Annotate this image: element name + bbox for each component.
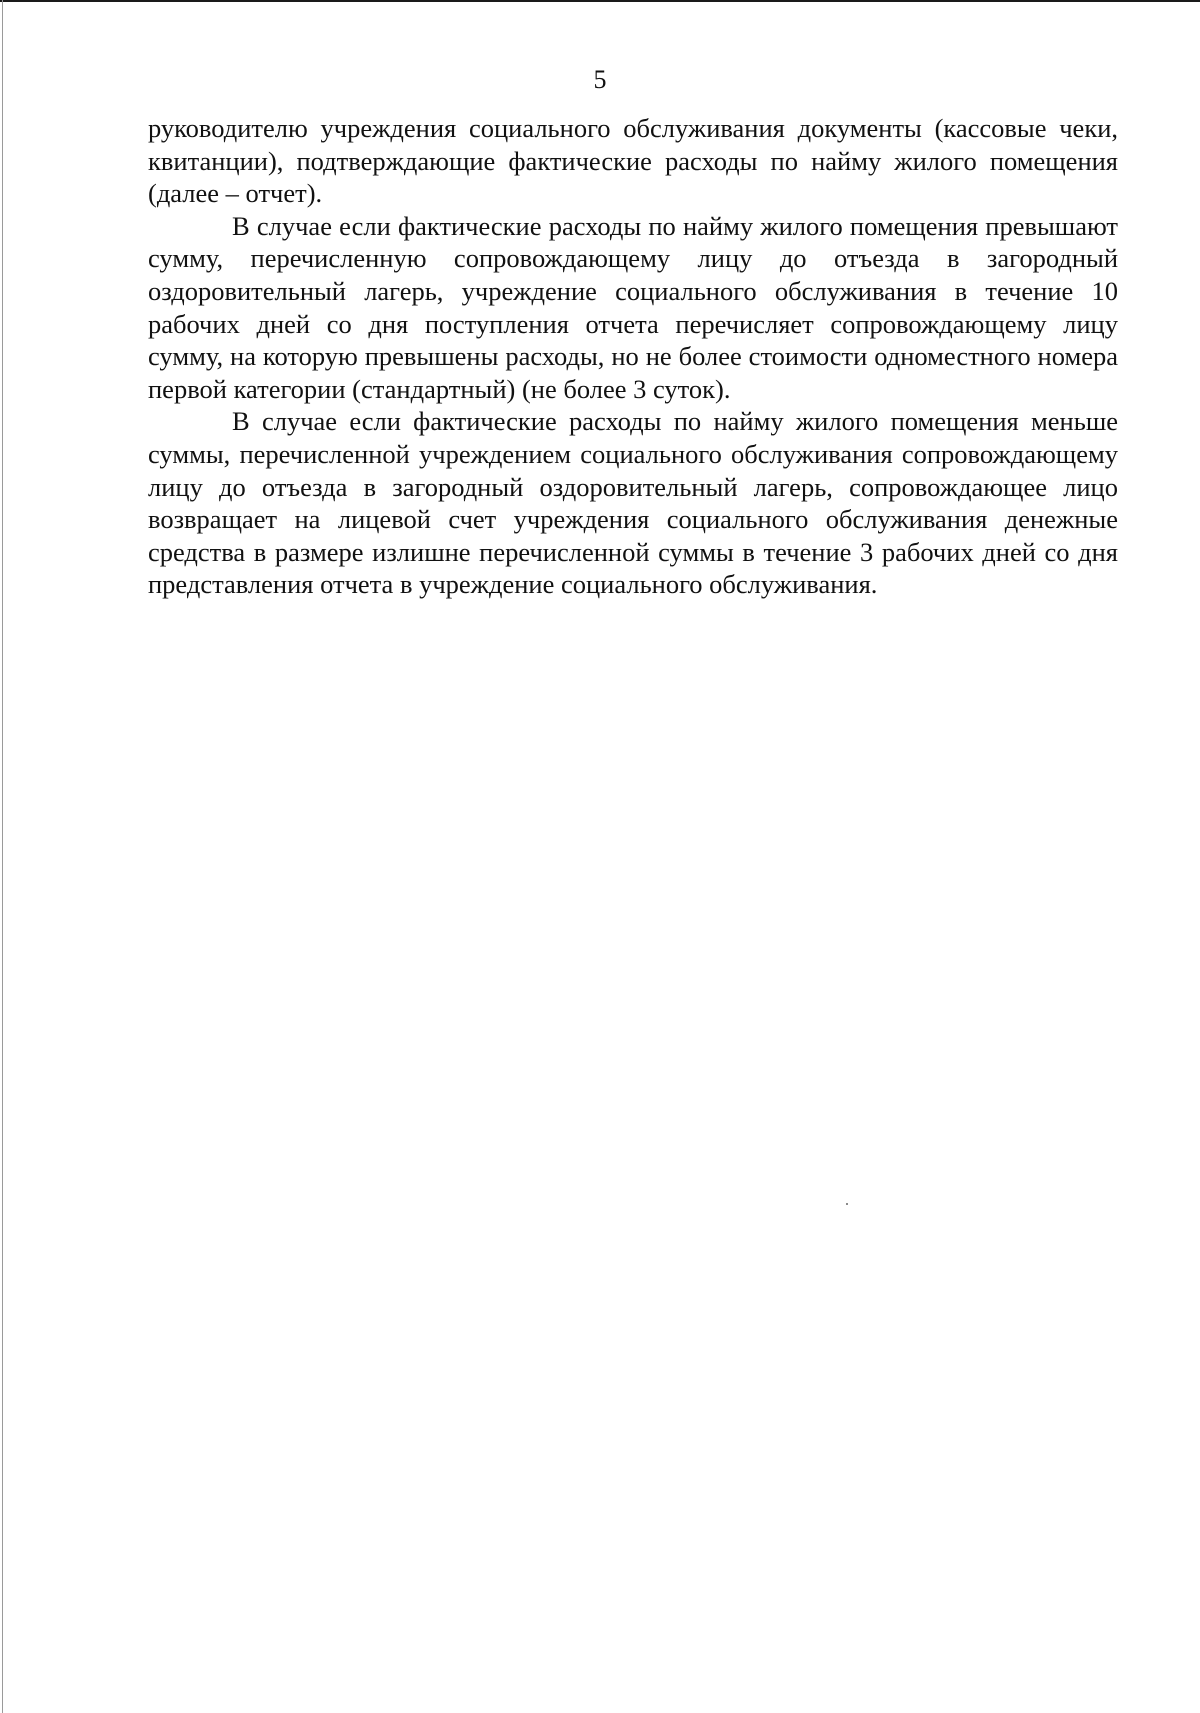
document-body xyxy=(148,112,1118,601)
paragraph-continuation: руководителю учреждения социального обслуживания документы (кассовые чеки, квитанции), подтверждающие фактические расходы по найму жилого помещения (далее – отчет). xyxy=(148,113,1118,209)
page-number: 5 xyxy=(593,65,607,94)
scan-top-edge xyxy=(0,0,1200,2)
paragraph-excess-expenses: В случае если фактические расходы по найму жилого помещения превышают сумму, перечисленную сопровождающему лицу до отъезда в загородный оздоровительный лагерь, учреждение социального обслуживания в течение 10 рабочих дней со дня поступления отчета перечисляет сопровождающему лицу сумму, на которую превышены расходы, но не более стоимости одноместного номера первой категории (стандартный) (не более 3 суток). xyxy=(148,210,1118,404)
paragraph-refund-of-overpayment: В случае если фактические расходы по найму жилого помещения меньше суммы, перечисленной учреждением социального обслуживания сопровождающему лицу до отъезда в загородный оздоровительный лагерь, сопровождающее лицо возвращает на лицевой счет учреждения социального обслуживания денежные средства в размере излишне перечисленной суммы в течение 3 рабочих дней со дня представления отчета в учреждение социального обслуживания. xyxy=(148,406,1118,600)
scan-speck xyxy=(846,1203,848,1205)
scan-left-edge xyxy=(2,0,3,1713)
